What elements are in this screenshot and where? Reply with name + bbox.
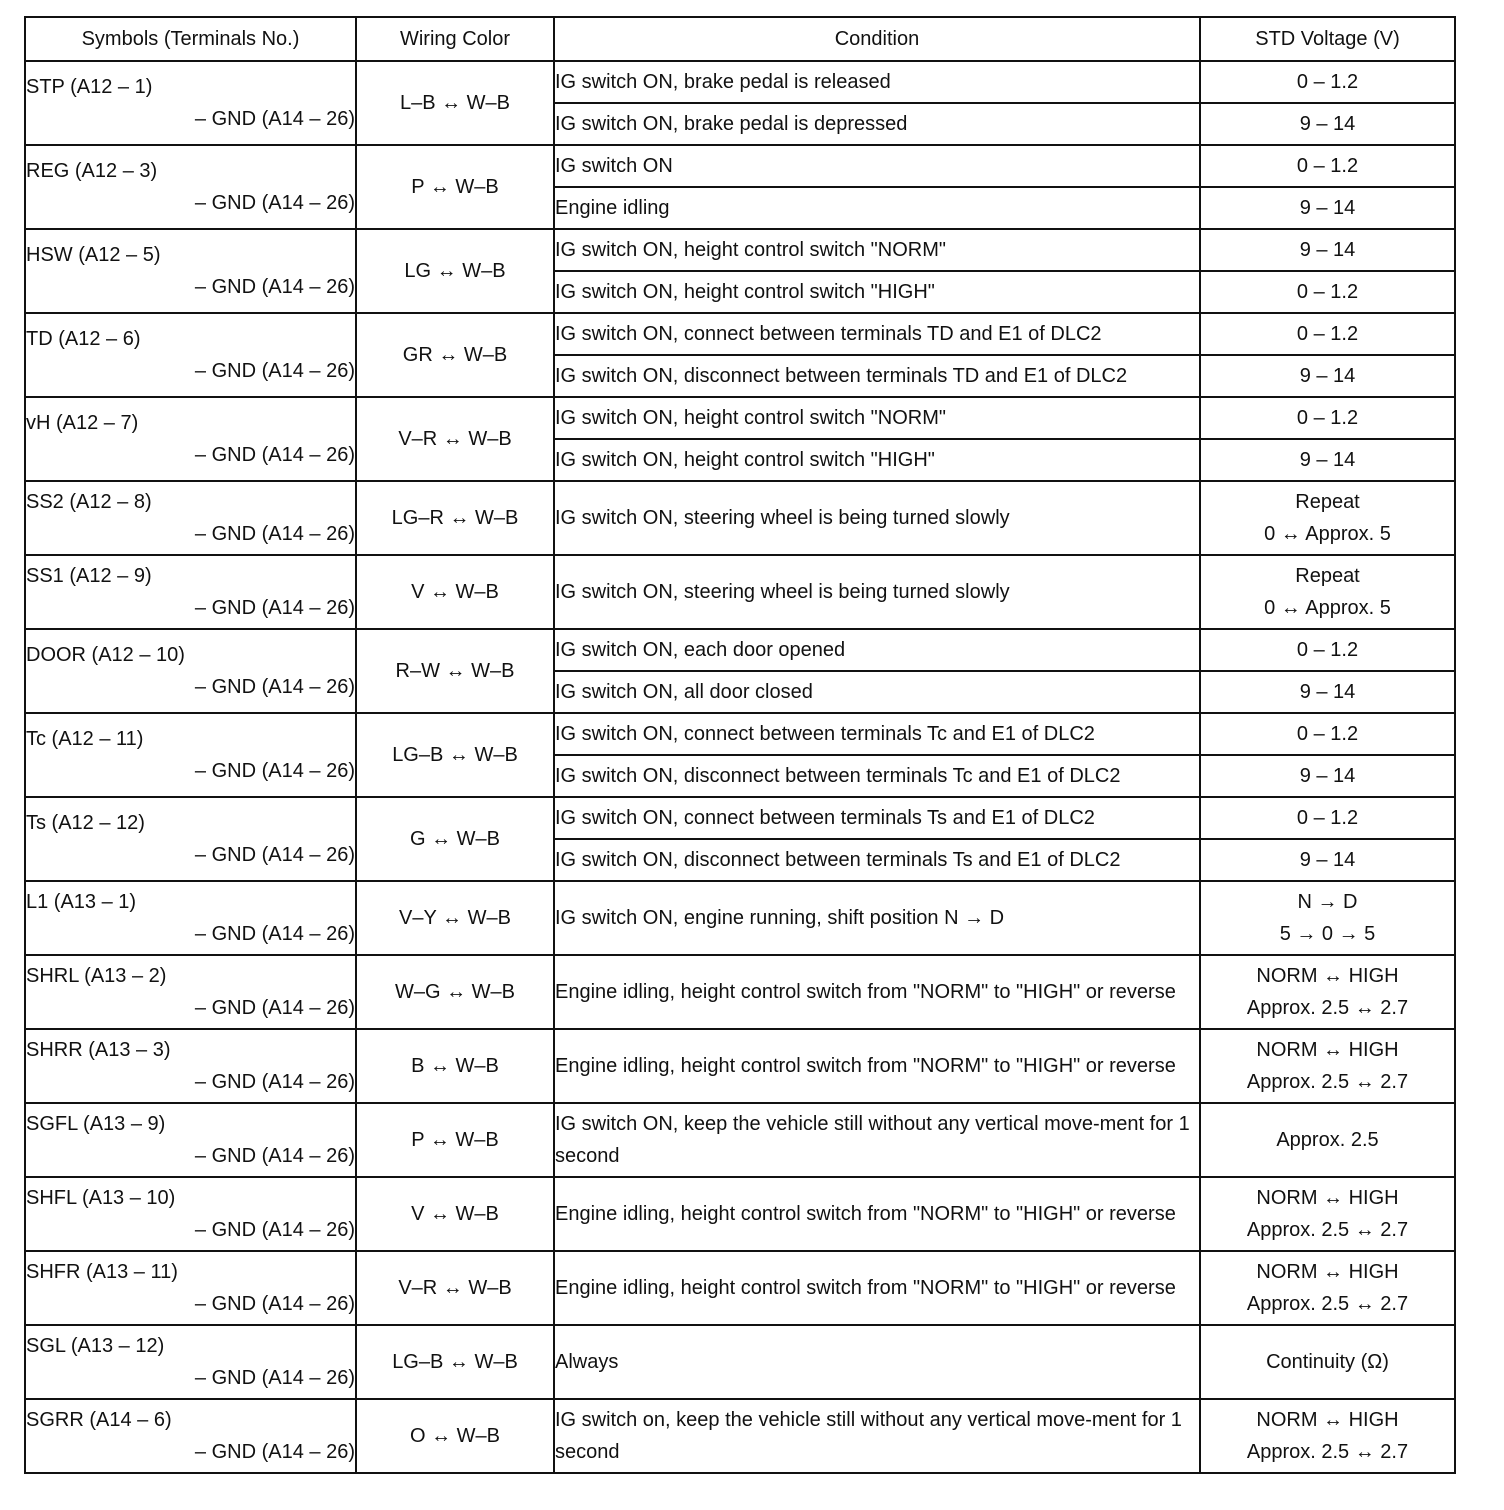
terminal-symbol: STP (A12 – 1) — [26, 76, 153, 98]
std-voltage-line: Approx. 2.5 ↔ 2.7 — [1246, 997, 1409, 1019]
std-voltage-line: N → D — [1297, 891, 1358, 913]
table-row — [25, 1251, 1455, 1325]
condition-text: IG switch ON, engine running, shift position N → D — [554, 881, 1200, 955]
ground-terminal: – GND (A14 – 26) — [194, 1145, 355, 1167]
std-voltage-line: NORM ↔ HIGH — [1256, 1409, 1399, 1431]
condition-text: IG switch ON, disconnect between terminals TD and E1 of DLC2 — [554, 355, 1200, 397]
condition-text: IG switch ON, all door closed — [554, 671, 1200, 713]
table-row — [25, 1103, 1455, 1177]
terminal-symbol: vH (A12 – 7) — [26, 412, 139, 434]
ground-terminal: – GND (A14 – 26) — [194, 1071, 355, 1093]
std-voltage — [1200, 881, 1455, 955]
std-voltage — [1200, 839, 1455, 881]
std-voltage-line: 0 – 1.2 — [1296, 639, 1359, 661]
ground-terminal: – GND (A14 – 26) — [194, 844, 355, 866]
std-voltage — [1200, 1103, 1455, 1177]
wiring-color: GR ↔ W–B — [356, 313, 554, 397]
condition-text: Engine idling, height control switch from "NORM" to "HIGH" or reverse — [554, 1029, 1200, 1103]
ground-terminal: – GND (A14 – 26) — [194, 1367, 355, 1389]
table-row — [25, 145, 1455, 187]
std-voltage — [1200, 145, 1455, 187]
condition-text: IG switch ON, disconnect between terminals Ts and E1 of DLC2 — [554, 839, 1200, 881]
condition-text: Engine idling — [554, 187, 1200, 229]
std-voltage-line: 9 – 14 — [1299, 765, 1356, 787]
wiring-color: W–G ↔ W–B — [356, 955, 554, 1029]
terminal-symbol: SS1 (A12 – 9) — [26, 565, 152, 587]
ground-terminal: – GND (A14 – 26) — [194, 276, 355, 298]
header-wiring-color: Wiring Color — [356, 17, 554, 61]
ground-terminal: – GND (A14 – 26) — [194, 444, 355, 466]
std-voltage-line: 0 – 1.2 — [1296, 407, 1359, 429]
condition-text: IG switch ON, connect between terminals TD and E1 of DLC2 — [554, 313, 1200, 355]
std-voltage — [1200, 713, 1455, 755]
header-std-voltage: STD Voltage (V) — [1200, 17, 1455, 61]
wiring-color: B ↔ W–B — [356, 1029, 554, 1103]
terminal-symbol-cell — [25, 145, 356, 229]
condition-text: IG switch ON — [554, 145, 1200, 187]
std-voltage — [1200, 1029, 1455, 1103]
table-row — [25, 955, 1455, 1029]
terminal-symbol: REG (A12 – 3) — [26, 160, 158, 182]
std-voltage-line: 9 – 14 — [1299, 365, 1356, 387]
condition-text: IG switch ON, disconnect between terminals Tc and E1 of DLC2 — [554, 755, 1200, 797]
std-voltage — [1200, 1399, 1455, 1473]
std-voltage — [1200, 397, 1455, 439]
condition-text: IG switch ON, height control switch "HIGH" — [554, 439, 1200, 481]
std-voltage-line: 0 – 1.2 — [1296, 155, 1359, 177]
ground-terminal: – GND (A14 – 26) — [194, 523, 355, 545]
condition-text: IG switch ON, steering wheel is being turned slowly — [554, 555, 1200, 629]
terminal-symbol: HSW (A12 – 5) — [26, 244, 161, 266]
terminal-symbol: SGL (A13 – 12) — [26, 1335, 165, 1357]
std-voltage — [1200, 555, 1455, 629]
condition-text: Engine idling, height control switch from "NORM" to "HIGH" or reverse — [554, 1251, 1200, 1325]
wiring-color: LG–B ↔ W–B — [356, 713, 554, 797]
table-row — [25, 1399, 1455, 1473]
std-voltage — [1200, 103, 1455, 145]
ground-terminal: – GND (A14 – 26) — [194, 997, 355, 1019]
std-voltage-line: 9 – 14 — [1299, 449, 1356, 471]
table-row — [25, 555, 1455, 629]
wiring-color: G ↔ W–B — [356, 797, 554, 881]
terminal-symbol-cell — [25, 1251, 356, 1325]
terminal-symbol-cell — [25, 1399, 356, 1473]
condition-text: IG switch ON, steering wheel is being turned slowly — [554, 481, 1200, 555]
header-symbols: Symbols (Terminals No.) — [25, 17, 356, 61]
terminal-symbol-cell — [25, 313, 356, 397]
std-voltage-line: 0 ↔ Approx. 5 — [1264, 597, 1391, 619]
std-voltage-line: 0 ↔ Approx. 5 — [1264, 523, 1391, 545]
ground-terminal: – GND (A14 – 26) — [194, 192, 355, 214]
std-voltage — [1200, 955, 1455, 1029]
wiring-color: V–Y ↔ W–B — [356, 881, 554, 955]
std-voltage-line: 0 – 1.2 — [1296, 323, 1359, 345]
std-voltage-line: Repeat — [1295, 491, 1360, 513]
terminal-symbol-cell — [25, 1177, 356, 1251]
std-voltage-line: 5 → 0 → 5 — [1279, 923, 1376, 945]
std-voltage — [1200, 313, 1455, 355]
terminal-symbol-cell — [25, 629, 356, 713]
ground-terminal: – GND (A14 – 26) — [194, 1219, 355, 1241]
terminal-symbol: SHFR (A13 – 11) — [26, 1261, 178, 1283]
std-voltage — [1200, 271, 1455, 313]
std-voltage-line: Approx. 2.5 ↔ 2.7 — [1246, 1219, 1409, 1241]
terminal-symbol-cell — [25, 797, 356, 881]
std-voltage — [1200, 187, 1455, 229]
terminal-symbol-cell — [25, 555, 356, 629]
std-voltage-line: Repeat — [1295, 565, 1360, 587]
std-voltage-line: 0 – 1.2 — [1296, 807, 1359, 829]
table-body — [25, 61, 1455, 1473]
terminal-symbol-cell — [25, 481, 356, 555]
std-voltage — [1200, 629, 1455, 671]
terminal-symbol-cell — [25, 229, 356, 313]
terminal-symbol-cell — [25, 61, 356, 145]
ground-terminal: – GND (A14 – 26) — [194, 360, 355, 382]
std-voltage-line: 0 – 1.2 — [1296, 723, 1359, 745]
terminal-symbol: Ts (A12 – 12) — [26, 812, 145, 834]
table-row — [25, 1177, 1455, 1251]
std-voltage — [1200, 355, 1455, 397]
std-voltage-line: 9 – 14 — [1299, 239, 1356, 261]
terminal-symbol: DOOR (A12 – 10) — [26, 644, 185, 666]
condition-text: IG switch ON, each door opened — [554, 629, 1200, 671]
condition-text: IG switch on, keep the vehicle still without any vertical move-ment for 1 second — [554, 1399, 1200, 1473]
std-voltage — [1200, 439, 1455, 481]
std-voltage-line: 9 – 14 — [1299, 113, 1356, 135]
std-voltage — [1200, 229, 1455, 271]
terminal-symbol: SGRR (A14 – 6) — [26, 1409, 172, 1431]
terminal-symbol: SHFL (A13 – 10) — [26, 1187, 176, 1209]
terminal-symbol-cell — [25, 881, 356, 955]
std-voltage — [1200, 1325, 1455, 1399]
std-voltage-line: NORM ↔ HIGH — [1256, 1187, 1399, 1209]
table-row — [25, 1325, 1455, 1399]
condition-text: IG switch ON, height control switch "NORM" — [554, 397, 1200, 439]
wiring-color: V–R ↔ W–B — [356, 397, 554, 481]
wiring-color: V ↔ W–B — [356, 555, 554, 629]
wiring-color: P ↔ W–B — [356, 145, 554, 229]
std-voltage-line: 0 – 1.2 — [1296, 281, 1359, 303]
condition-text: IG switch ON, height control switch "HIGH" — [554, 271, 1200, 313]
condition-text: Engine idling, height control switch from "NORM" to "HIGH" or reverse — [554, 1177, 1200, 1251]
terminal-symbol: SHRR (A13 – 3) — [26, 1039, 171, 1061]
terminal-symbol-cell — [25, 713, 356, 797]
condition-text: IG switch ON, brake pedal is released — [554, 61, 1200, 103]
ground-terminal: – GND (A14 – 26) — [194, 1293, 355, 1315]
std-voltage — [1200, 755, 1455, 797]
table-row — [25, 313, 1455, 355]
std-voltage-line: Approx. 2.5 ↔ 2.7 — [1246, 1071, 1409, 1093]
wiring-color: V–R ↔ W–B — [356, 1251, 554, 1325]
wiring-color: L–B ↔ W–B — [356, 61, 554, 145]
std-voltage-line: Approx. 2.5 ↔ 2.7 — [1246, 1293, 1409, 1315]
std-voltage-line: Approx. 2.5 ↔ 2.7 — [1246, 1441, 1409, 1463]
std-voltage-line: NORM ↔ HIGH — [1256, 965, 1399, 987]
condition-text: IG switch ON, brake pedal is depressed — [554, 103, 1200, 145]
std-voltage-line: 9 – 14 — [1299, 849, 1356, 871]
std-voltage-line: 9 – 14 — [1299, 197, 1356, 219]
terminal-symbol-cell — [25, 1029, 356, 1103]
terminal-symbol-cell — [25, 397, 356, 481]
std-voltage-line: Continuity (Ω) — [1266, 1351, 1389, 1373]
terminal-symbol: SGFL (A13 – 9) — [26, 1113, 166, 1135]
std-voltage-line: Approx. 2.5 — [1276, 1129, 1379, 1151]
terminal-voltage-table — [24, 16, 1456, 1474]
std-voltage — [1200, 1251, 1455, 1325]
std-voltage-line: 9 – 14 — [1299, 681, 1356, 703]
table-row — [25, 481, 1455, 555]
terminal-symbol-cell — [25, 1325, 356, 1399]
table-row — [25, 1029, 1455, 1103]
terminal-symbol: TD (A12 – 6) — [26, 328, 141, 350]
terminal-symbol: Tc (A12 – 11) — [26, 728, 144, 750]
wiring-color: LG–R ↔ W–B — [356, 481, 554, 555]
std-voltage-line: NORM ↔ HIGH — [1256, 1261, 1399, 1283]
condition-text: Always — [554, 1325, 1200, 1399]
ground-terminal: – GND (A14 – 26) — [194, 597, 355, 619]
terminal-symbol: SS2 (A12 – 8) — [26, 491, 152, 513]
table-row — [25, 881, 1455, 955]
std-voltage — [1200, 671, 1455, 713]
terminal-symbol: L1 (A13 – 1) — [26, 891, 137, 913]
wiring-color: V ↔ W–B — [356, 1177, 554, 1251]
condition-text: Engine idling, height control switch from "NORM" to "HIGH" or reverse — [554, 955, 1200, 1029]
std-voltage-line: 0 – 1.2 — [1296, 71, 1359, 93]
table-row — [25, 397, 1455, 439]
std-voltage-line: NORM ↔ HIGH — [1256, 1039, 1399, 1061]
condition-text: IG switch ON, connect between terminals Tc and E1 of DLC2 — [554, 713, 1200, 755]
std-voltage — [1200, 1177, 1455, 1251]
condition-text: IG switch ON, connect between terminals Ts and E1 of DLC2 — [554, 797, 1200, 839]
header-condition: Condition — [554, 17, 1200, 61]
terminal-symbol-cell — [25, 955, 356, 1029]
ground-terminal: – GND (A14 – 26) — [194, 676, 355, 698]
terminal-symbol-cell — [25, 1103, 356, 1177]
ground-terminal: – GND (A14 – 26) — [194, 108, 355, 130]
ground-terminal: – GND (A14 – 26) — [194, 1441, 355, 1463]
std-voltage — [1200, 61, 1455, 103]
wiring-color: O ↔ W–B — [356, 1399, 554, 1473]
ground-terminal: – GND (A14 – 26) — [194, 760, 355, 782]
wiring-color: LG ↔ W–B — [356, 229, 554, 313]
table-row — [25, 713, 1455, 755]
wiring-color: P ↔ W–B — [356, 1103, 554, 1177]
table-row — [25, 629, 1455, 671]
ground-terminal: – GND (A14 – 26) — [194, 923, 355, 945]
table-row — [25, 797, 1455, 839]
terminal-symbol: SHRL (A13 – 2) — [26, 965, 167, 987]
table-row — [25, 229, 1455, 271]
std-voltage — [1200, 797, 1455, 839]
std-voltage — [1200, 481, 1455, 555]
condition-text: IG switch ON, height control switch "NORM" — [554, 229, 1200, 271]
condition-text: IG switch ON, keep the vehicle still without any vertical move-ment for 1 second — [554, 1103, 1200, 1177]
wiring-color: R–W ↔ W–B — [356, 629, 554, 713]
table-row — [25, 61, 1455, 103]
header-row — [25, 17, 1455, 61]
wiring-color: LG–B ↔ W–B — [356, 1325, 554, 1399]
